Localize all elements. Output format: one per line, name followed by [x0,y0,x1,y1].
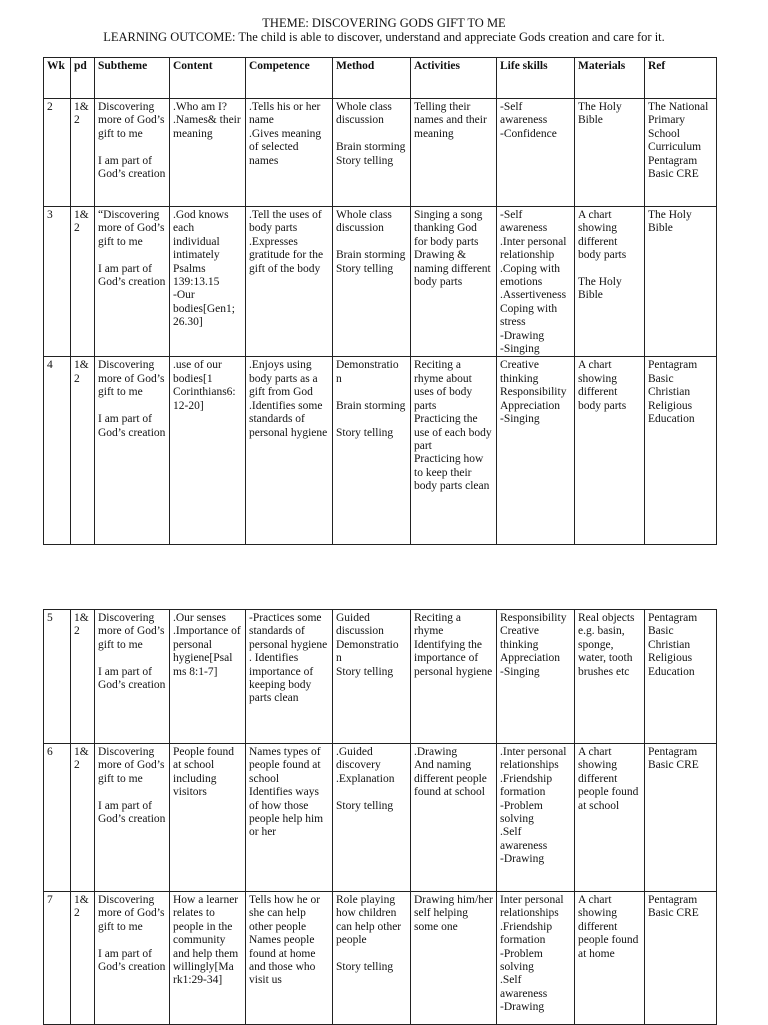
table-row [44,99,717,207]
cell-content: How a learner relates to people in the community and help them willingly[Ma rk1:29-34] [170,892,246,1025]
col-header-life-skills: Life skills [497,58,575,99]
cell-method: .Guided discovery .Explanation Story telling [333,744,411,892]
cell-materials: A chart showing different body parts The Holy Bible [575,207,645,357]
cell-life-skills: .Inter personal relationships .Friendship formation -Problem solving .Self awareness -Drawing [497,744,575,892]
cell-method: Guided discussion Demonstratio n Story telling [333,610,411,744]
cell-wk: 7 [44,892,71,1025]
col-header-pd: pd [71,58,95,99]
cell-activities: Reciting a rhyme Identifying the importance of personal hygiene [411,610,497,744]
cell-subtheme: Discovering more of God’s gift to me I am part of God’s creation [95,99,170,207]
cell-wk: 6 [44,744,71,892]
col-header-materials: Materials [575,58,645,99]
cell-pd: 1& 2 [71,99,95,207]
table-header-row [44,58,717,99]
col-header-competence: Competence [246,58,333,99]
col-header-wk: Wk [44,58,71,99]
cell-subtheme: “Discovering more of God’s gift to me I am part of God’s creation [95,207,170,357]
cell-content: People found at school including visitors [170,744,246,892]
cell-activities: Telling their names and their meaning [411,99,497,207]
cell-activities: Drawing him/her self helping some one [411,892,497,1025]
cell-competence: Names types of people found at school Identifies ways of how those people help him or her [246,744,333,892]
cell-materials: A chart showing different people found at home [575,892,645,1025]
cell-competence: .Enjoys using body parts as a gift from God .Identifies some standards of personal hygiene [246,357,333,545]
cell-pd: 1& 2 [71,610,95,744]
cell-competence: -Practices some standards of personal hygiene . Identifies importance of keeping body parts clean [246,610,333,744]
learning-outcome: LEARNING OUTCOME: The child is able to discover, understand and appreciate Gods creation and care for it. [103,30,665,44]
cell-ref: The National Primary School Curriculum Pentagram Basic CRE [645,99,717,207]
cell-life-skills: -Self awareness -Confidence [497,99,575,207]
cell-pd: 1& 2 [71,207,95,357]
cell-wk: 3 [44,207,71,357]
cell-content: .God knows each individual intimately Psalms 139:13.15 -Our bodies[Gen1; 26.30] [170,207,246,357]
cell-method: Role playing how children can help other people Story telling [333,892,411,1025]
theme-heading: THEME: DISCOVERING GODS GIFT TO ME [262,16,506,30]
cell-subtheme: Discovering more of God’s gift to me I am part of God’s creation [95,892,170,1025]
cell-pd: 1& 2 [71,744,95,892]
cell-ref: Pentagram Basic CRE [645,744,717,892]
cell-materials: A chart showing different body parts [575,357,645,545]
cell-competence: .Tell the uses of body parts .Expresses gratitude for the gift of the body [246,207,333,357]
scheme-table-page-1 [43,57,717,545]
scheme-table-page-2 [43,609,717,1025]
cell-competence: .Tells his or her name .Gives meaning of selected names [246,99,333,207]
cell-method: Demonstratio n Brain storming Story telling [333,357,411,545]
cell-subtheme: Discovering more of God’s gift to me I am part of God’s creation [95,744,170,892]
table-row [44,207,717,357]
col-header-content: Content [170,58,246,99]
col-header-activities: Activities [411,58,497,99]
cell-content: .use of our bodies[1 Corinthians6: 12-20] [170,357,246,545]
table-row [44,892,717,1025]
cell-content: .Our senses .Importance of personal hygiene[Psal ms 8:1-7] [170,610,246,744]
cell-method: Whole class discussion Brain storming Story telling [333,207,411,357]
table-row [44,357,717,545]
cell-content: .Who am I? .Names& their meaning [170,99,246,207]
cell-activities: .Drawing And naming different people found at school [411,744,497,892]
cell-method: Whole class discussion Brain storming Story telling [333,99,411,207]
cell-activities: Singing a song thanking God for body parts Drawing & naming different body parts [411,207,497,357]
cell-life-skills: Responsibility Creative thinking Appreciation -Singing [497,610,575,744]
cell-pd: 1& 2 [71,357,95,545]
cell-life-skills: -Self awareness .Inter personal relationship .Coping with emotions .Assertiveness Coping with stress -Drawing -Singing [497,207,575,357]
cell-materials: The Holy Bible [575,99,645,207]
cell-life-skills: Creative thinking Responsibility Appreciation -Singing [497,357,575,545]
cell-materials: A chart showing different people found at school [575,744,645,892]
cell-competence: Tells how he or she can help other people Names people found at home and those who visit us [246,892,333,1025]
col-header-method: Method [333,58,411,99]
cell-subtheme: Discovering more of God’s gift to me I am part of God’s creation [95,610,170,744]
table-row [44,610,717,744]
cell-ref: The Holy Bible [645,207,717,357]
table-row [44,744,717,892]
cell-pd: 1& 2 [71,892,95,1025]
col-header-ref: Ref [645,58,717,99]
cell-wk: 5 [44,610,71,744]
cell-wk: 2 [44,99,71,207]
cell-ref: Pentagram Basic Christian Religious Education [645,610,717,744]
cell-wk: 4 [44,357,71,545]
cell-life-skills: Inter personal relationships .Friendship formation -Problem solving .Self awareness -Drawing [497,892,575,1025]
cell-activities: Reciting a rhyme about uses of body parts Practicing the use of each body part Practicing how to keep their body parts clean [411,357,497,545]
cell-materials: Real objects e.g. basin, sponge, water, tooth brushes etc [575,610,645,744]
cell-subtheme: Discovering more of God’s gift to me I am part of God’s creation [95,357,170,545]
col-header-subtheme: Subtheme [95,58,170,99]
cell-ref: Pentagram Basic Christian Religious Education [645,357,717,545]
cell-ref: Pentagram Basic CRE [645,892,717,1025]
